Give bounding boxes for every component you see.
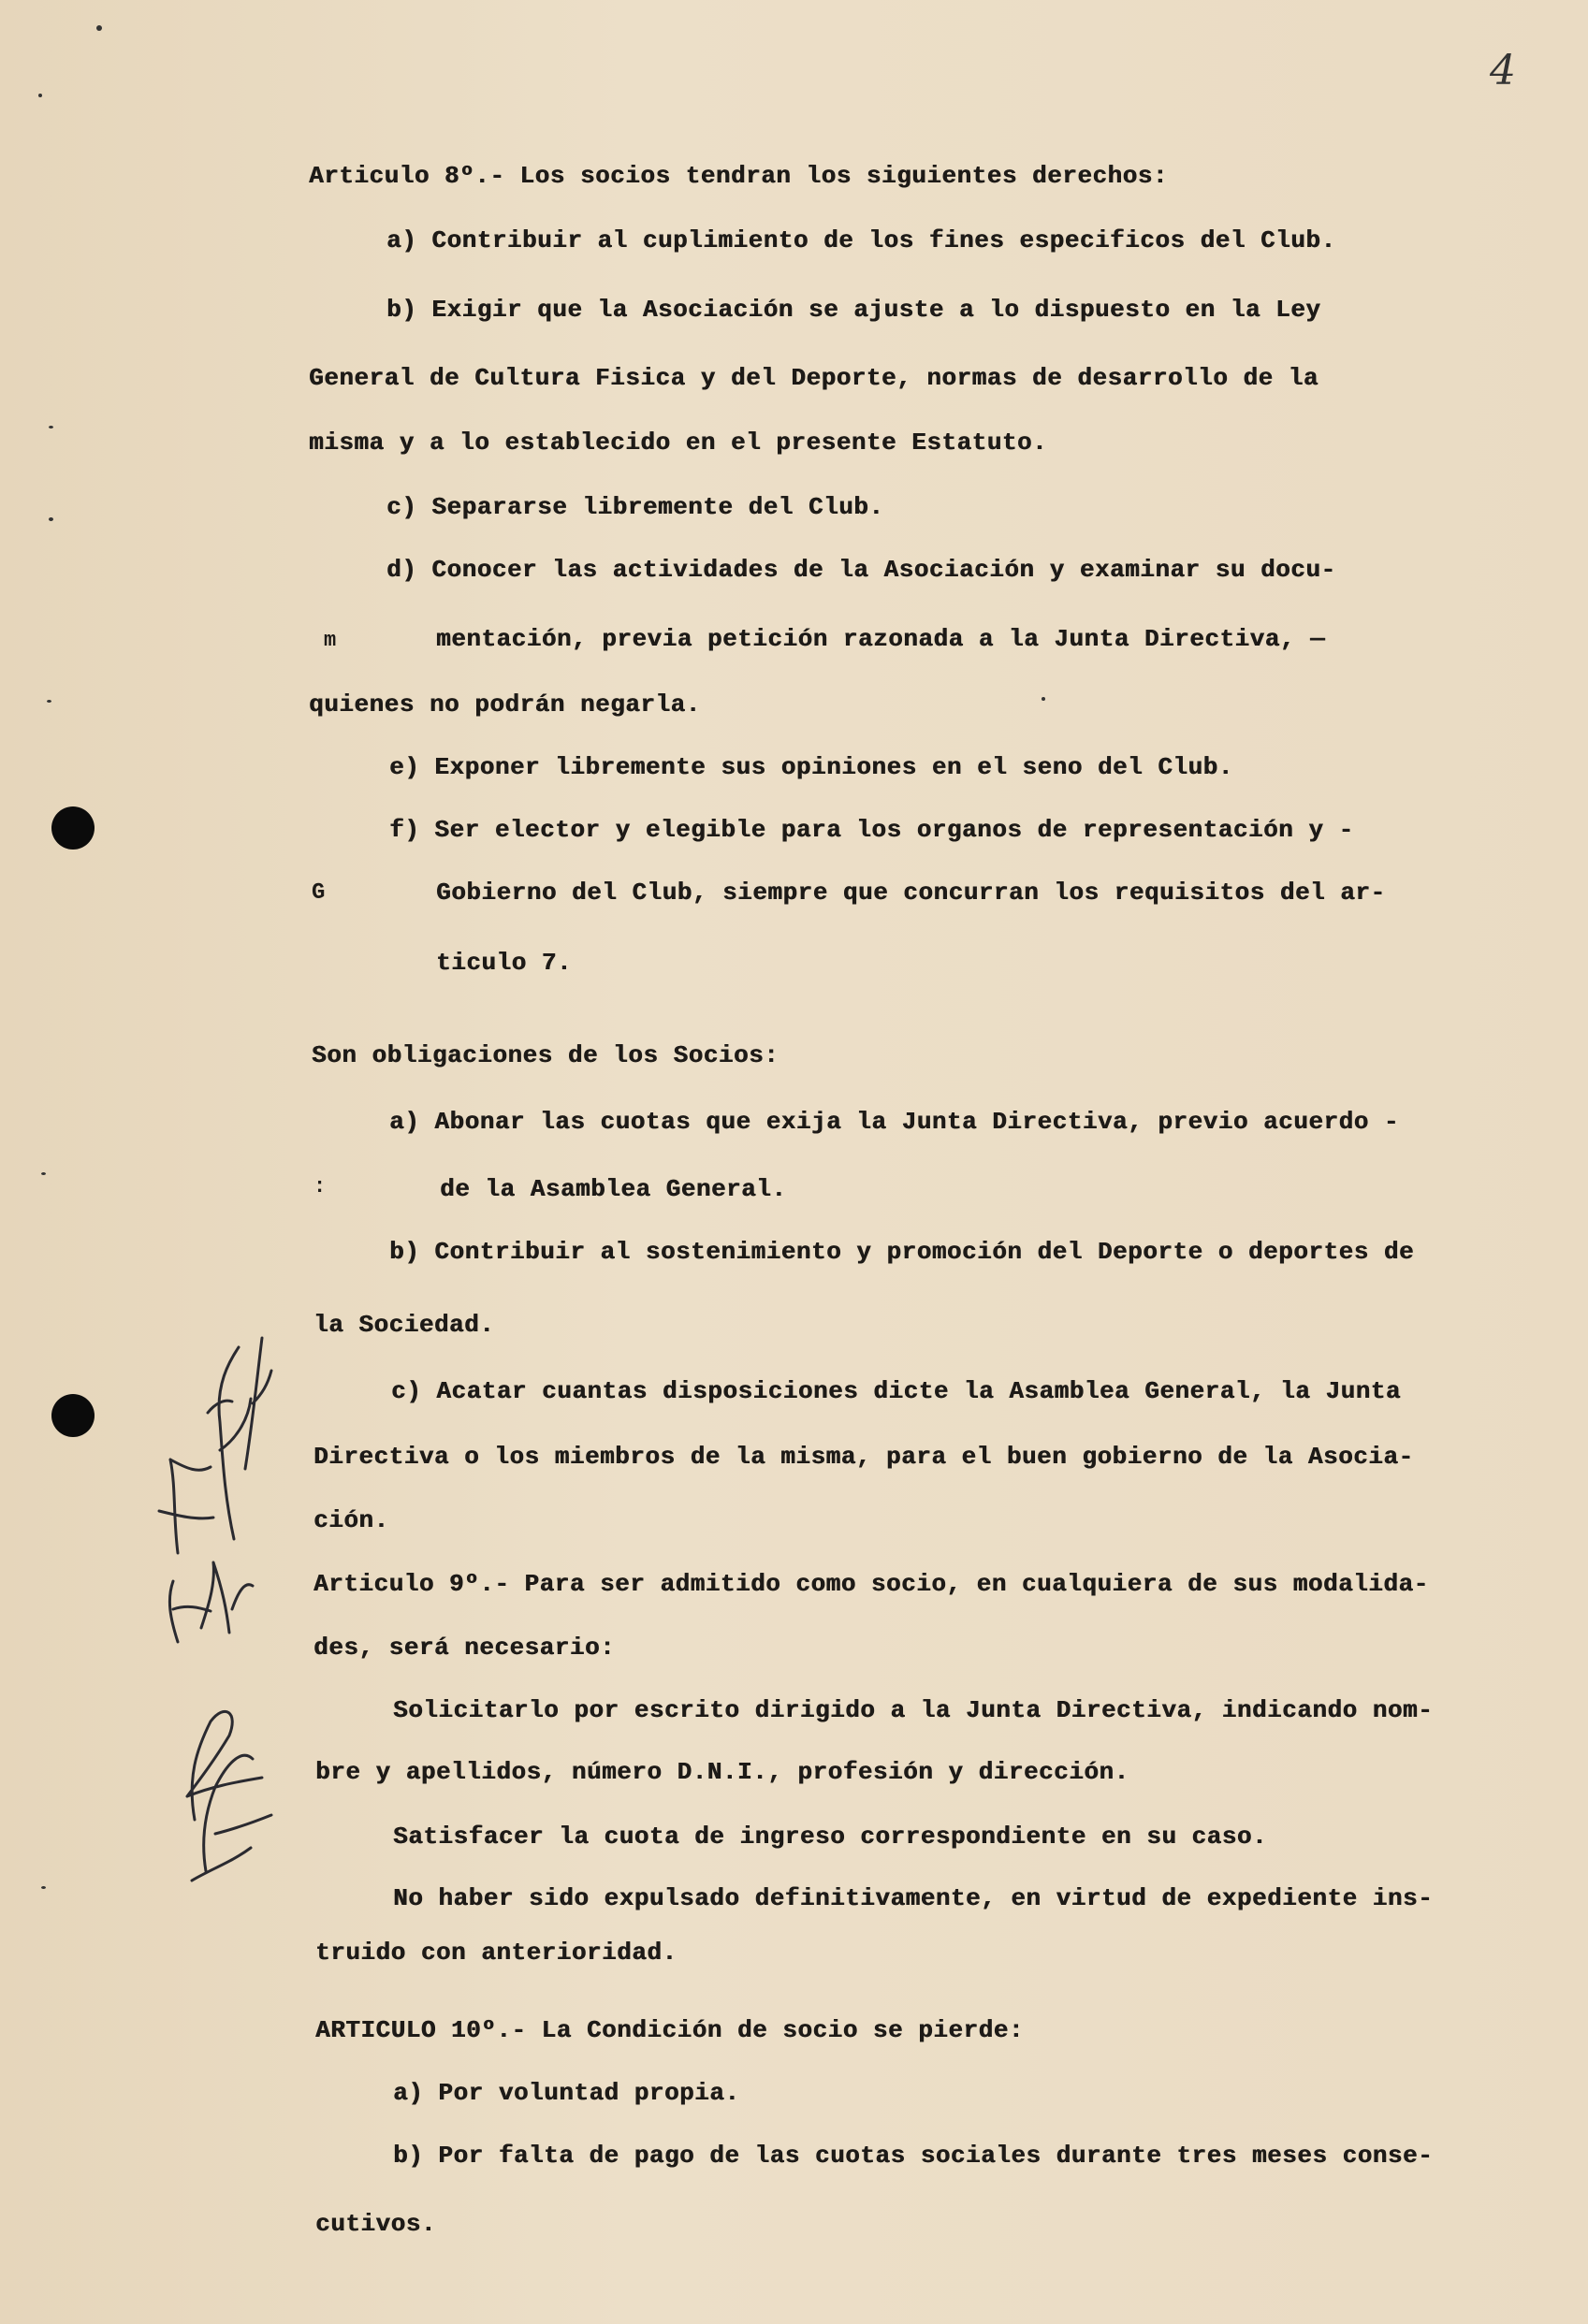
text-line: cutivos. <box>315 2210 436 2238</box>
text-line: ticulo 7. <box>436 949 572 977</box>
speck <box>38 94 42 97</box>
text-line: a) Contribuir al cuplimiento de los fines especificos del Club. <box>386 226 1336 254</box>
binder-hole-top <box>51 806 95 850</box>
speck <box>47 700 51 703</box>
text-line: mentación, previa petición razonada a la Junta Directiva, — <box>436 625 1326 653</box>
page-number: 4 <box>1490 47 1516 94</box>
handwritten-initials <box>122 1310 281 1993</box>
text-line: Gobierno del Club, siempre que concurran los requisitos del ar- <box>436 879 1386 907</box>
margin-mark: G <box>312 880 326 906</box>
text-line: misma y a lo establecido en el presente Estatuto. <box>309 428 1048 457</box>
obligations-heading: Son obligaciones de los Socios: <box>312 1041 779 1069</box>
speck <box>1042 697 1045 701</box>
article-10-heading: ARTICULO 10º.- La Condición de socio se pierde: <box>315 2016 1024 2044</box>
text-line: Directiva o los miembros de la misma, para el buen gobierno de la Asocia- <box>313 1443 1414 1471</box>
article-9-heading: Articulo 9º.- Para ser admitido como socio, en cualquiera de sus modalida- <box>313 1570 1429 1598</box>
text-line: Solicitarlo por escrito dirigido a la Junta Directiva, indicando nom- <box>393 1696 1434 1724</box>
speck <box>41 1886 46 1889</box>
speck <box>49 426 53 428</box>
text-line: b) Contribuir al sostenimiento y promoción del Deporte o deportes de <box>389 1238 1414 1266</box>
margin-mark: : <box>313 1175 327 1198</box>
text-line: No haber sido expulsado definitivamente, en virtud de expediente ins- <box>393 1884 1434 1912</box>
text-line: la Sociedad. <box>313 1311 495 1339</box>
text-line: bre y apellidos, número D.N.I., profesión y dirección. <box>315 1758 1129 1786</box>
text-line: e) Exponer libremente sus opiniones en el seno del Club. <box>389 753 1233 781</box>
text-line: c) Acatar cuantas disposiciones dicte la Asamblea General, la Junta <box>391 1377 1401 1405</box>
article-8-heading: Articulo 8º.- Los socios tendran los siguientes derechos: <box>309 162 1168 190</box>
text-line: ción. <box>313 1506 389 1534</box>
text-line: quienes no podrán negarla. <box>309 690 701 719</box>
speck <box>96 25 102 31</box>
text-line: truido con anterioridad. <box>315 1939 677 1967</box>
text-line: de la Asamblea General. <box>440 1175 787 1203</box>
text-line: des, será necesario: <box>313 1634 616 1662</box>
text-line: f) Ser elector y elegible para los organos de representación y - <box>389 816 1354 844</box>
text-line: d) Conocer las actividades de la Asociación y examinar su docu- <box>386 556 1336 584</box>
text-line: a) Por voluntad propia. <box>393 2079 740 2107</box>
text-line: b) Por falta de pago de las cuotas sociales durante tres meses conse- <box>393 2142 1434 2170</box>
text-line: General de Cultura Fisica y del Deporte, normas de desarrollo de la <box>309 364 1318 392</box>
text-line: c) Separarse libremente del Club. <box>386 493 884 521</box>
speck <box>41 1172 46 1175</box>
margin-mark: m <box>324 629 337 652</box>
binder-hole-bottom <box>51 1394 95 1437</box>
speck <box>49 517 53 521</box>
text-line: a) Abonar las cuotas que exija la Junta Directiva, previo acuerdo - <box>389 1108 1399 1136</box>
text-line: b) Exigir que la Asociación se ajuste a lo dispuesto en la Ley <box>386 296 1321 324</box>
text-line: Satisfacer la cuota de ingreso correspondiente en su caso. <box>393 1823 1267 1851</box>
